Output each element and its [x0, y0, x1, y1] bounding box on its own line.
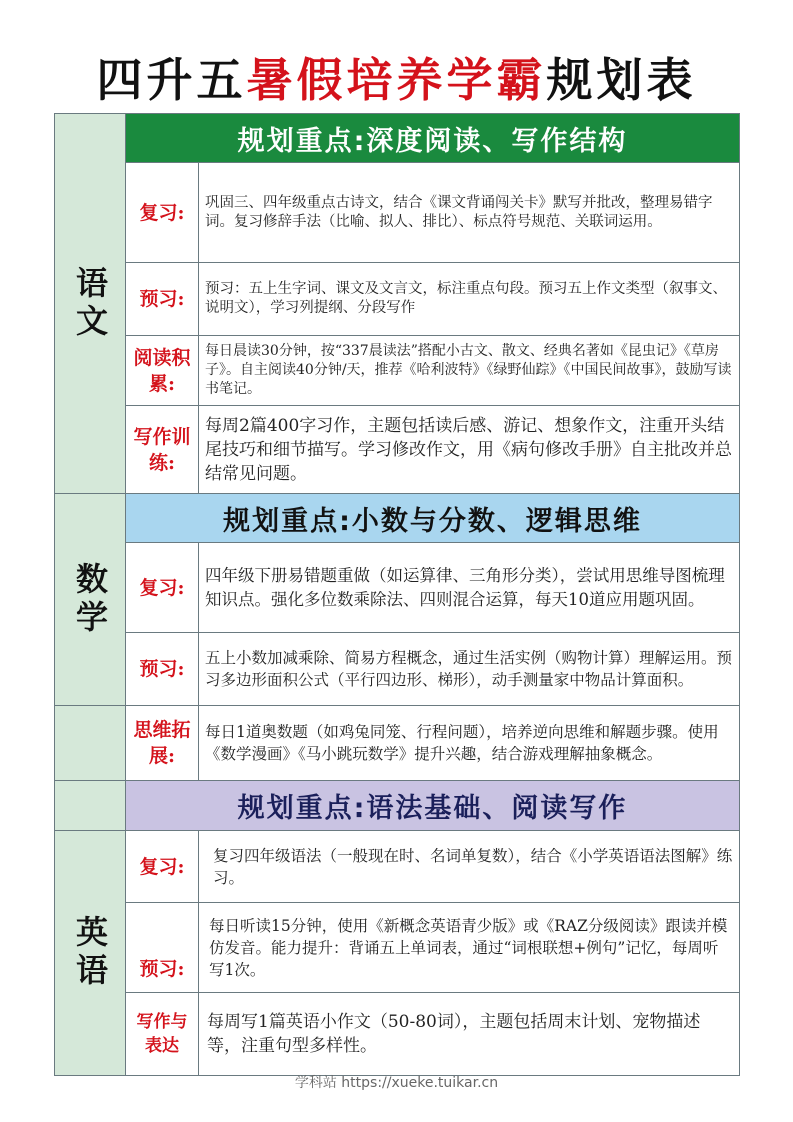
subject-english — [54, 830, 126, 1076]
footer-watermark: 学科站 https://xueke.tuikar.cn — [294, 1075, 499, 1091]
row-label: 复习: — [125, 542, 199, 633]
row-label: 复习: — [125, 162, 199, 263]
subject-label: 英语 — [71, 915, 109, 991]
row-content: 四年级下册易错题重做（如运算律、三角形分类），尝试用思维导图梳理知识点。强化多位数乘除法、四则混合运算，每天10道应用题巩固。 — [198, 542, 740, 633]
page-title — [0, 52, 793, 108]
row-content: 预习：五上生字词、课文及文言文，标注重点句段。预习五上作文类型（叙事文、说明文），学习列提纲、分段写作 — [198, 262, 740, 336]
row-content: 每周2篇400字习作，主题包括读后感、游记、想象作文，注重开头结尾技巧和细节描写。学习修改作文，用《病句修改手册》自主批改并总结常见问题。 — [198, 405, 740, 494]
row-label: 思维拓展: — [125, 705, 199, 781]
row-label: 复习: — [125, 830, 199, 903]
row-label: 预习: — [125, 632, 199, 706]
title-part2: 暑假培养学霸 — [246, 53, 547, 107]
row-label: 写作训练: — [125, 405, 199, 494]
row-content: 复习四年级语法（一般现在时、名词单复数），结合《小学英语语法图解》练习。 — [198, 830, 740, 903]
row-content: 每日1道奥数题（如鸡兔同笼、行程问题），培养逆向思维和解题步骤。使用《数学漫画》《马小跳玩数学》提升兴趣，结合游戏理解抽象概念。 — [198, 705, 740, 781]
title-part3: 规划表 — [546, 53, 697, 107]
math-focus-header: 规划重点:小数与分数、逻辑思维 — [125, 493, 740, 543]
row-label: 预习: — [125, 262, 199, 336]
row-content: 五上小数加减乘除、简易方程概念，通过生活实例（购物计算）理解运用。预习多边形面积公式（平行四边形、梯形），动手测量家中物品计算面积。 — [198, 632, 740, 706]
chinese-focus-header: 规划重点:深度阅读、写作结构 — [125, 113, 740, 163]
subject-label: 数学 — [71, 561, 109, 638]
row-content: 每日听读15分钟，使用《新概念英语青少版》或《RAZ分级阅读》跟读并模仿发音。能力提升：背诵五上单词表，通过“词根联想+例句”记忆，每周听写1次。 — [198, 902, 740, 993]
row-content: 巩固三、四年级重点古诗文，结合《课文背诵闯关卡》默写并批改，整理易错字词。复习修辞手法（比喻、拟人、排比）、标点符号规范、关联词运用。 — [198, 162, 740, 263]
row-content: 每周写1篇英语小作文（50-80词），主题包括周末计划、宠物描述等，注重句型多样性。 — [198, 992, 740, 1076]
row-content: 每日晨读30分钟，按“337晨读法”搭配小古文、散文、经典名著如《昆虫记》《草房子》。自主阅读40分钟/天，推荐《哈利波特》《绿野仙踪》《中国民间故事》，鼓励写读书笔记。 — [198, 335, 740, 406]
subject-blank — [54, 780, 126, 831]
subject-label: 语文 — [71, 265, 109, 342]
english-focus-header: 规划重点:语法基础、阅读写作 — [125, 780, 740, 831]
row-label: 阅读积累: — [125, 335, 199, 406]
subject-chinese — [54, 113, 126, 494]
subject-math — [54, 493, 126, 706]
row-label: 预习: — [125, 902, 199, 993]
subject-blank — [54, 705, 126, 781]
row-label: 写作与表达 — [125, 992, 199, 1076]
title-part1: 四升五 — [96, 53, 247, 107]
